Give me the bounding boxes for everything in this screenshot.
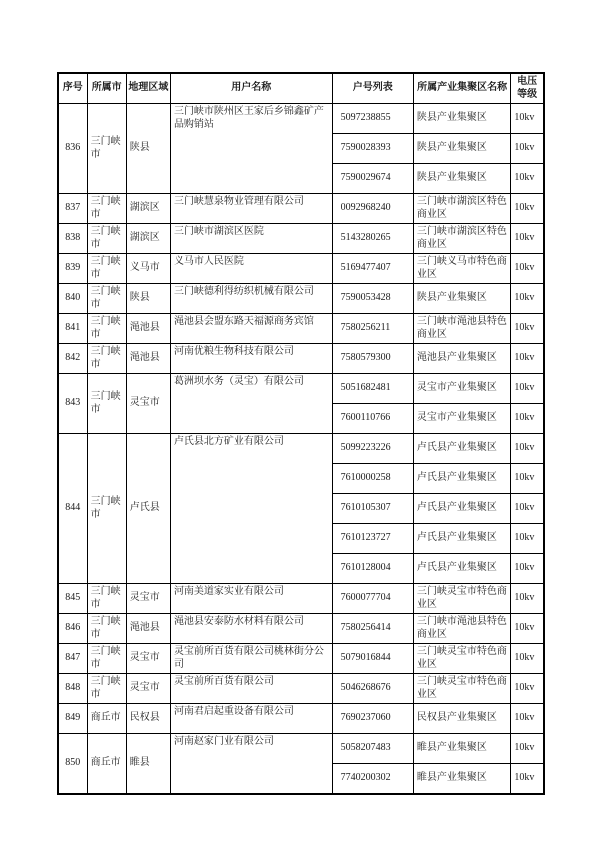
- cell-voltage: 10kv: [511, 524, 544, 554]
- cell-voltage: 10kv: [511, 584, 544, 614]
- cell-user-name: 河南优粮生物科技有限公司: [170, 344, 332, 374]
- cell-account-no: 7600110766: [332, 404, 413, 434]
- cell-user-name: 三门峡市陕州区王家后乡锦鑫矿产品购销站: [170, 104, 332, 194]
- cell-region: 灵宝市: [126, 644, 170, 674]
- cell-zone-name: 睢县产业集聚区: [413, 764, 510, 794]
- cell-account-no: 5046268676: [332, 674, 413, 704]
- cell-serial-no: 836: [58, 104, 87, 194]
- cell-account-no: 5097238855: [332, 104, 413, 134]
- cell-voltage: 10kv: [511, 704, 544, 734]
- cell-city: 三门峡市: [87, 434, 126, 584]
- cell-account-no: 7740200302: [332, 764, 413, 794]
- cell-serial-no: 842: [58, 344, 87, 374]
- cell-city: 三门峡市: [87, 254, 126, 284]
- table-header-row: [58, 73, 544, 104]
- cell-voltage: 10kv: [511, 314, 544, 344]
- cell-region: 渑池县: [126, 614, 170, 644]
- cell-zone-name: 卢氏县产业集聚区: [413, 524, 510, 554]
- cell-serial-no: 845: [58, 584, 87, 614]
- cell-zone-name: 民权县产业集聚区: [413, 704, 510, 734]
- table-row: [58, 194, 544, 224]
- table-row: [58, 314, 544, 344]
- cell-serial-no: 843: [58, 374, 87, 434]
- cell-account-no: 7600077704: [332, 584, 413, 614]
- cell-user-name: 河南美道家实业有限公司: [170, 584, 332, 614]
- cell-account-no: 7580256414: [332, 614, 413, 644]
- cell-user-name: 义马市人民医院: [170, 254, 332, 284]
- cell-serial-no: 838: [58, 224, 87, 254]
- cell-zone-name: 三门峡灵宝市特色商业区: [413, 674, 510, 704]
- cell-region: 民权县: [126, 704, 170, 734]
- column-header-voltage: 电压等级: [511, 73, 544, 104]
- cell-user-name: 渑池县会盟东路天福源商务宾馆: [170, 314, 332, 344]
- column-header-city: 所属市: [87, 73, 126, 104]
- table-row: [58, 434, 544, 464]
- cell-region: 陕县: [126, 284, 170, 314]
- cell-zone-name: 三门峡灵宝市特色商业区: [413, 584, 510, 614]
- cell-voltage: 10kv: [511, 374, 544, 404]
- cell-city: 三门峡市: [87, 104, 126, 194]
- cell-zone-name: 三门峡市湖滨区特色商业区: [413, 224, 510, 254]
- cell-voltage: 10kv: [511, 344, 544, 374]
- cell-user-name: 河南君启起重设备有限公司: [170, 704, 332, 734]
- cell-voltage: 10kv: [511, 734, 544, 764]
- table-row: [58, 704, 544, 734]
- cell-voltage: 10kv: [511, 464, 544, 494]
- cell-user-name: 灵宝前所百货有限公司: [170, 674, 332, 704]
- column-header-no: 序号: [58, 73, 87, 104]
- cell-account-no: 7610105307: [332, 494, 413, 524]
- cell-zone-name: 灵宝市产业集聚区: [413, 404, 510, 434]
- table-row: [58, 284, 544, 314]
- cell-city: 商丘市: [87, 734, 126, 794]
- column-header-account: 户号列表: [332, 73, 413, 104]
- cell-account-no: 7590053428: [332, 284, 413, 314]
- cell-voltage: 10kv: [511, 164, 544, 194]
- table-row: [58, 584, 544, 614]
- cell-voltage: 10kv: [511, 134, 544, 164]
- table-body: [58, 104, 544, 794]
- cell-user-name: 灵宝前所百货有限公司桃林街分公司: [170, 644, 332, 674]
- column-header-user: 用户名称: [170, 73, 332, 104]
- cell-region: 陕县: [126, 104, 170, 194]
- cell-voltage: 10kv: [511, 644, 544, 674]
- cell-city: 三门峡市: [87, 584, 126, 614]
- table-row: [58, 374, 544, 404]
- cell-voltage: 10kv: [511, 254, 544, 284]
- cell-voltage: 10kv: [511, 194, 544, 224]
- cell-zone-name: 渑池县产业集聚区: [413, 344, 510, 374]
- cell-serial-no: 844: [58, 434, 87, 584]
- cell-serial-no: 848: [58, 674, 87, 704]
- cell-zone-name: 三门峡市渑池县特色商业区: [413, 314, 510, 344]
- cell-region: 湖滨区: [126, 194, 170, 224]
- cell-city: 三门峡市: [87, 374, 126, 434]
- cell-serial-no: 841: [58, 314, 87, 344]
- cell-city: 三门峡市: [87, 644, 126, 674]
- cell-voltage: 10kv: [511, 404, 544, 434]
- cell-user-name: 三门峡慧泉物业管理有限公司: [170, 194, 332, 224]
- cell-zone-name: 三门峡市渑池县特色商业区: [413, 614, 510, 644]
- cell-region: 灵宝市: [126, 374, 170, 434]
- cell-zone-name: 灵宝市产业集聚区: [413, 374, 510, 404]
- table-row: [58, 224, 544, 254]
- cell-region: 灵宝市: [126, 674, 170, 704]
- cell-region: 义马市: [126, 254, 170, 284]
- table-row: [58, 644, 544, 674]
- cell-voltage: 10kv: [511, 764, 544, 794]
- cell-serial-no: 839: [58, 254, 87, 284]
- cell-account-no: 5169477407: [332, 254, 413, 284]
- cell-account-no: 5079016844: [332, 644, 413, 674]
- cell-user-name: 葛洲坝水务（灵宝）有限公司: [170, 374, 332, 434]
- cell-zone-name: 陕县产业集聚区: [413, 164, 510, 194]
- cell-account-no: 7610128004: [332, 554, 413, 584]
- cell-serial-no: 840: [58, 284, 87, 314]
- cell-account-no: 7590028393: [332, 134, 413, 164]
- cell-voltage: 10kv: [511, 434, 544, 464]
- cell-voltage: 10kv: [511, 284, 544, 314]
- cell-zone-name: 陕县产业集聚区: [413, 284, 510, 314]
- cell-serial-no: 850: [58, 734, 87, 794]
- column-header-zone: 所属产业集聚区名称: [413, 73, 510, 104]
- cell-zone-name: 三门峡灵宝市特色商业区: [413, 644, 510, 674]
- cell-account-no: 7580579300: [332, 344, 413, 374]
- cell-city: 三门峡市: [87, 674, 126, 704]
- column-header-region: 地理区域: [126, 73, 170, 104]
- user-table: [57, 72, 545, 795]
- cell-user-name: 三门峡市湖滨区医院: [170, 224, 332, 254]
- cell-region: 渑池县: [126, 344, 170, 374]
- cell-zone-name: 卢氏县产业集聚区: [413, 494, 510, 524]
- cell-user-name: 渑池县安泰防水材料有限公司: [170, 614, 332, 644]
- cell-zone-name: 陕县产业集聚区: [413, 134, 510, 164]
- cell-city: 三门峡市: [87, 614, 126, 644]
- cell-zone-name: 卢氏县产业集聚区: [413, 464, 510, 494]
- cell-voltage: 10kv: [511, 674, 544, 704]
- cell-voltage: 10kv: [511, 614, 544, 644]
- cell-serial-no: 846: [58, 614, 87, 644]
- cell-region: 卢氏县: [126, 434, 170, 584]
- cell-voltage: 10kv: [511, 224, 544, 254]
- cell-account-no: 5051682481: [332, 374, 413, 404]
- cell-region: 湖滨区: [126, 224, 170, 254]
- cell-serial-no: 847: [58, 644, 87, 674]
- cell-city: 商丘市: [87, 704, 126, 734]
- cell-account-no: 7690237060: [332, 704, 413, 734]
- cell-zone-name: 陕县产业集聚区: [413, 104, 510, 134]
- cell-account-no: 7590029674: [332, 164, 413, 194]
- cell-account-no: 5143280265: [332, 224, 413, 254]
- cell-zone-name: 三门峡市湖滨区特色商业区: [413, 194, 510, 224]
- cell-zone-name: 卢氏县产业集聚区: [413, 554, 510, 584]
- table-row: [58, 104, 544, 134]
- cell-zone-name: 睢县产业集聚区: [413, 734, 510, 764]
- cell-region: 灵宝市: [126, 584, 170, 614]
- cell-zone-name: 三门峡义马市特色商业区: [413, 254, 510, 284]
- cell-voltage: 10kv: [511, 104, 544, 134]
- cell-account-no: 5058207483: [332, 734, 413, 764]
- cell-account-no: 5099223226: [332, 434, 413, 464]
- table-row: [58, 734, 544, 764]
- table-row: [58, 344, 544, 374]
- cell-region: 渑池县: [126, 314, 170, 344]
- cell-serial-no: 849: [58, 704, 87, 734]
- cell-city: 三门峡市: [87, 284, 126, 314]
- cell-account-no: 7610000258: [332, 464, 413, 494]
- cell-city: 三门峡市: [87, 344, 126, 374]
- cell-city: 三门峡市: [87, 314, 126, 344]
- cell-city: 三门峡市: [87, 224, 126, 254]
- cell-zone-name: 卢氏县产业集聚区: [413, 434, 510, 464]
- cell-voltage: 10kv: [511, 554, 544, 584]
- cell-user-name: 卢氏县北方矿业有限公司: [170, 434, 332, 584]
- cell-account-no: 0092968240: [332, 194, 413, 224]
- table-row: [58, 674, 544, 704]
- cell-region: 睢县: [126, 734, 170, 794]
- cell-user-name: 三门峡德利得纺织机械有限公司: [170, 284, 332, 314]
- cell-serial-no: 837: [58, 194, 87, 224]
- cell-city: 三门峡市: [87, 194, 126, 224]
- table-row: [58, 614, 544, 644]
- cell-account-no: 7610123727: [332, 524, 413, 554]
- cell-user-name: 河南赵家门业有限公司: [170, 734, 332, 794]
- cell-voltage: 10kv: [511, 494, 544, 524]
- table-row: [58, 254, 544, 284]
- cell-account-no: 7580256211: [332, 314, 413, 344]
